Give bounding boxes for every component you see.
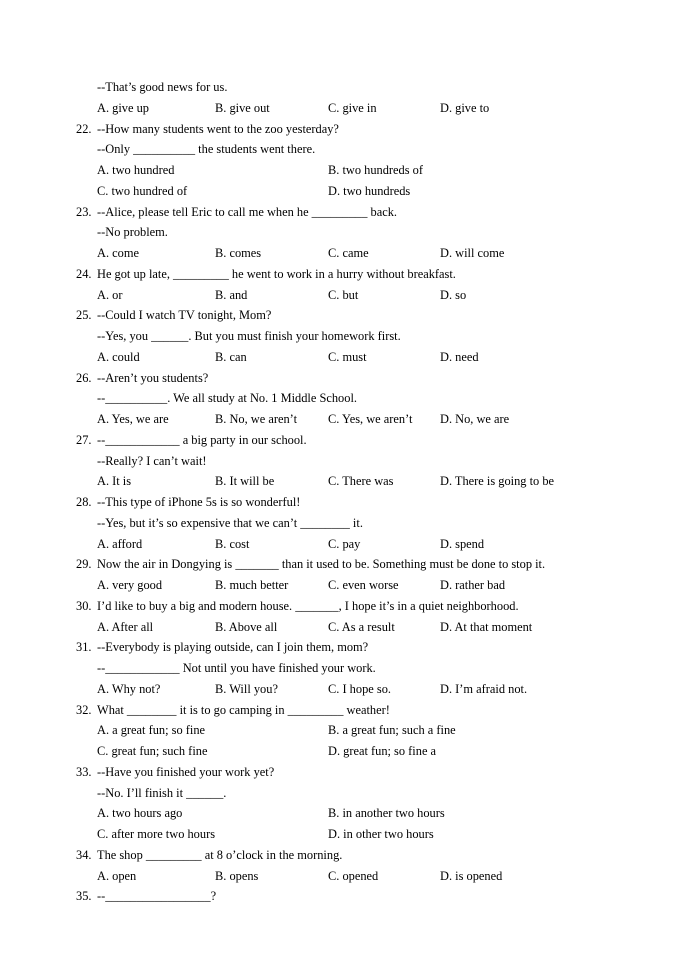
- question-stem-line: --____________ a big party in our school.: [97, 432, 307, 447]
- answer-option: A. a great fun; so fine: [97, 723, 206, 738]
- question-number: 35.: [76, 889, 92, 904]
- answer-option: C. There was: [328, 474, 394, 489]
- question-stem-line: --Only __________ the students went there.: [97, 142, 316, 157]
- answer-option: B. Above all: [215, 619, 278, 634]
- question-stem-line: --How many students went to the zoo yesterday?: [97, 121, 339, 136]
- answer-option: C. pay: [328, 536, 361, 551]
- answer-option: A. very good: [97, 578, 163, 592]
- answer-option: B. opens: [215, 868, 259, 883]
- question-number: 24.: [76, 266, 92, 281]
- answer-option: D. great fun; so fine a: [328, 744, 437, 758]
- question-number: 31.: [76, 640, 92, 655]
- question-stem-line: --__________. We all study at No. 1 Middle School.: [97, 391, 357, 406]
- question-number: 25.: [76, 308, 92, 323]
- answer-option: B. comes: [215, 246, 262, 260]
- question-number: 32.: [76, 702, 92, 717]
- answer-option: A. Yes, we are: [97, 412, 169, 426]
- answer-option: D. will come: [440, 246, 505, 260]
- answer-option: B. can: [215, 349, 247, 364]
- answer-option: A. come: [97, 246, 139, 260]
- answer-option: D. two hundreds: [328, 183, 411, 198]
- answer-option: C. I hope so.: [328, 681, 391, 696]
- answer-option: A. could: [97, 349, 140, 364]
- question-number: 26.: [76, 370, 92, 385]
- answer-option: D. At that moment: [440, 619, 533, 634]
- question-number: 27.: [76, 432, 92, 447]
- question-stem-line: What ________ it is to go camping in _________ weather!: [97, 702, 390, 717]
- question-stem-line: --No problem.: [97, 225, 168, 240]
- answer-option: C. even worse: [328, 578, 399, 592]
- question-number: 33.: [76, 764, 92, 779]
- answer-option: C. came: [328, 246, 369, 260]
- answer-option: B. much better: [215, 578, 289, 592]
- question-stem-line: Now the air in Dongying is _______ than it used to be. Something must be done to stop it.: [97, 557, 546, 572]
- answer-option: A. After all: [97, 619, 154, 634]
- answer-option: C. Yes, we aren’t: [328, 412, 413, 426]
- answer-option: A. or: [97, 287, 123, 302]
- answer-option: D. spend: [440, 536, 485, 551]
- answer-option: C. great fun; such fine: [97, 744, 208, 758]
- question-stem-line: --Yes, you ______. But you must finish your homework first.: [97, 329, 401, 343]
- answer-option: C. but: [328, 287, 359, 302]
- question-stem-line: --Alice, please tell Eric to call me when he _________ back.: [97, 204, 398, 219]
- question-stem-line: --____________ Not until you have finished your work.: [97, 661, 376, 675]
- answer-option: B. give out: [215, 100, 270, 115]
- question-stem-line: I’d like to buy a big and modern house. _______, I hope it’s in a quiet neighborhood.: [97, 598, 519, 613]
- answer-option: C. opened: [328, 868, 379, 883]
- answer-option: C. after more two hours: [97, 827, 216, 841]
- question-number: 30.: [76, 598, 92, 613]
- answer-option: D. in other two hours: [328, 827, 434, 841]
- answer-option: B. cost: [215, 536, 250, 551]
- answer-option: A. open: [97, 868, 137, 883]
- answer-option: B. and: [215, 287, 248, 302]
- answer-option: A. two hundred: [97, 163, 175, 177]
- answer-option: C. must: [328, 349, 367, 364]
- answer-option: A. Why not?: [97, 681, 161, 696]
- answer-option: D. I’m afraid not.: [440, 681, 528, 696]
- answer-option: A. afford: [97, 536, 143, 551]
- question-stem-line: --This type of iPhone 5s is so wonderful!: [97, 495, 301, 509]
- answer-option: A. two hours ago: [97, 806, 183, 821]
- question-stem-line: --Yes, but it’s so expensive that we can’t ________ it.: [97, 515, 363, 530]
- answer-option: C. give in: [328, 100, 377, 115]
- answer-option: D. need: [440, 349, 479, 364]
- question-stem-line: --That’s good news for us.: [97, 80, 228, 94]
- answer-option: B. two hundreds of: [328, 163, 423, 177]
- answer-option: D. rather bad: [440, 578, 506, 592]
- answer-option: B. in another two hours: [328, 806, 445, 821]
- answer-option: B. a great fun; such a fine: [328, 723, 456, 738]
- question-stem-line: --Really? I can’t wait!: [97, 453, 207, 468]
- answer-option: B. It will be: [215, 474, 275, 489]
- question-number: 29.: [76, 557, 92, 572]
- answer-option: C. As a result: [328, 619, 395, 634]
- question-stem-line: --No. I’ll finish it ______.: [97, 785, 227, 800]
- question-stem-line: --Aren’t you students?: [97, 370, 209, 385]
- question-number: 22.: [76, 121, 92, 136]
- question-number: 23.: [76, 204, 92, 219]
- question-number: 34.: [76, 847, 92, 862]
- answer-option: B. Will you?: [215, 681, 278, 696]
- question-stem-line: He got up late, _________ he went to work in a hurry without breakfast.: [97, 266, 456, 281]
- question-stem-line: --_________________?: [97, 889, 217, 904]
- question-stem-line: --Have you finished your work yet?: [97, 764, 275, 779]
- answer-option: D. is opened: [440, 868, 503, 883]
- question-stem-line: --Everybody is playing outside, can I join them, mom?: [97, 640, 369, 655]
- answer-option: A. give up: [97, 100, 149, 115]
- answer-option: B. No, we aren’t: [215, 412, 298, 426]
- answer-option: D. so: [440, 287, 467, 302]
- question-stem-line: The shop _________ at 8 o’clock in the morning.: [97, 847, 343, 862]
- question-number: 28.: [76, 495, 92, 509]
- answer-option: D. give to: [440, 100, 490, 115]
- question-stem-line: --Could I watch TV tonight, Mom?: [97, 308, 272, 323]
- answer-option: C. two hundred of: [97, 183, 188, 198]
- answer-option: A. It is: [97, 474, 132, 489]
- answer-option: D. There is going to be: [440, 474, 555, 489]
- answer-option: D. No, we are: [440, 412, 510, 426]
